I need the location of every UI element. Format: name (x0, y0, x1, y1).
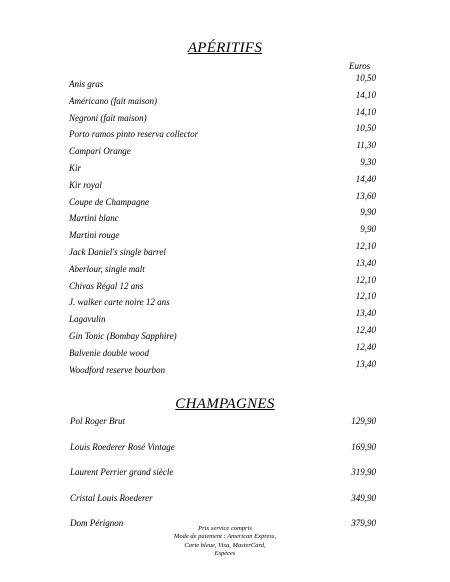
menu-item (0, 274, 450, 295)
item-name: Porto ramos pinto reserva collector (69, 129, 199, 140)
footer-line: Prix service compris (198, 525, 252, 532)
item-price: 9,90 (360, 224, 376, 235)
item-price: 13,40 (355, 257, 376, 268)
item-price: 11,30 (356, 140, 376, 151)
item-name: Coupe de Champagne (69, 196, 149, 207)
item-name: Martini blanc (69, 213, 119, 224)
item-price: 12,40 (355, 341, 376, 352)
item-name: Laurent Perrier grand siècle (70, 467, 174, 477)
item-price: 319,90 (351, 467, 376, 477)
menu-item (0, 442, 450, 456)
menu-item (0, 257, 450, 278)
item-name: Pol Roger Brut (70, 416, 125, 426)
menu-item (0, 123, 450, 143)
item-price: 14,40 (355, 173, 376, 184)
item-name: Jack Daniel's single barrel (69, 247, 166, 257)
menu-item (0, 89, 450, 110)
item-price: 13,40 (355, 358, 376, 369)
payment-footer (0, 525, 450, 558)
item-price: 9,30 (360, 157, 376, 167)
menu-item (0, 140, 450, 160)
menu-item (0, 341, 450, 362)
menu-item (0, 325, 450, 345)
menu-item (0, 291, 450, 311)
item-name: Kir (69, 163, 82, 173)
item-name: Dom Pérignon (70, 518, 124, 528)
item-name: Louis Roederer Rosé Vintage (70, 441, 175, 452)
item-price: 12,10 (355, 291, 376, 302)
item-price: 10,50 (355, 123, 376, 134)
item-price: 12,10 (355, 241, 376, 251)
item-name: Aberlour, single malt (69, 263, 145, 274)
footer-line: Espèces (214, 549, 236, 557)
item-price: 129,90 (351, 416, 376, 426)
item-price: 9,90 (360, 207, 376, 218)
aperitifs-title: APÉRITIFS (187, 40, 263, 56)
item-name: Chivas Régal 12 ans (69, 280, 144, 291)
item-price: 12,40 (355, 325, 376, 335)
item-price: 13,60 (355, 190, 376, 201)
menu-item (0, 467, 450, 481)
menu-item (0, 308, 450, 328)
item-name: Balvenie double wood (69, 347, 149, 358)
item-price: 10,50 (355, 73, 376, 83)
menu-item (0, 207, 450, 227)
footer-line: Carte bleue, Visa, MasterCard, (184, 541, 266, 549)
item-name: Américano (fait maison) (69, 95, 157, 106)
item-name: Woodford reserve bourbon (69, 364, 165, 375)
menu-item (0, 173, 450, 194)
item-price: 14,10 (355, 89, 376, 100)
item-name: Negroni (fait maison) (69, 112, 147, 123)
menu-item (0, 157, 450, 177)
champagnes-title: CHAMPAGNES (175, 396, 275, 412)
item-name: Anis gras (69, 79, 104, 89)
menu-item (0, 73, 450, 93)
menu-item (0, 358, 450, 379)
item-name: Gin Tonic (Bombay Sapphire) (69, 331, 177, 341)
item-price: 13,40 (355, 308, 376, 319)
item-name: Campari Orange (69, 146, 131, 157)
menu-item (0, 224, 450, 244)
footer-line: Mode de paiement : American Express, (173, 533, 277, 541)
menu-item (0, 190, 450, 211)
menu-item (0, 493, 450, 507)
item-price: 14,10 (355, 106, 376, 117)
menu-item (0, 106, 450, 127)
item-price: 379,90 (351, 518, 376, 528)
item-price: 169,90 (351, 441, 376, 452)
item-name: Kir royal (69, 179, 102, 190)
menu-item (0, 241, 450, 261)
item-name: Cristal Louis Roederer (70, 492, 153, 503)
item-name: Lagavulin (69, 314, 106, 325)
menu-item (0, 416, 450, 430)
item-price: 12,10 (355, 274, 376, 285)
item-name: Martini rouge (69, 230, 120, 241)
item-price: 349,90 (351, 492, 376, 503)
currency-label: Euros (349, 61, 371, 71)
item-name: J. walker carte noire 12 ans (69, 297, 170, 308)
